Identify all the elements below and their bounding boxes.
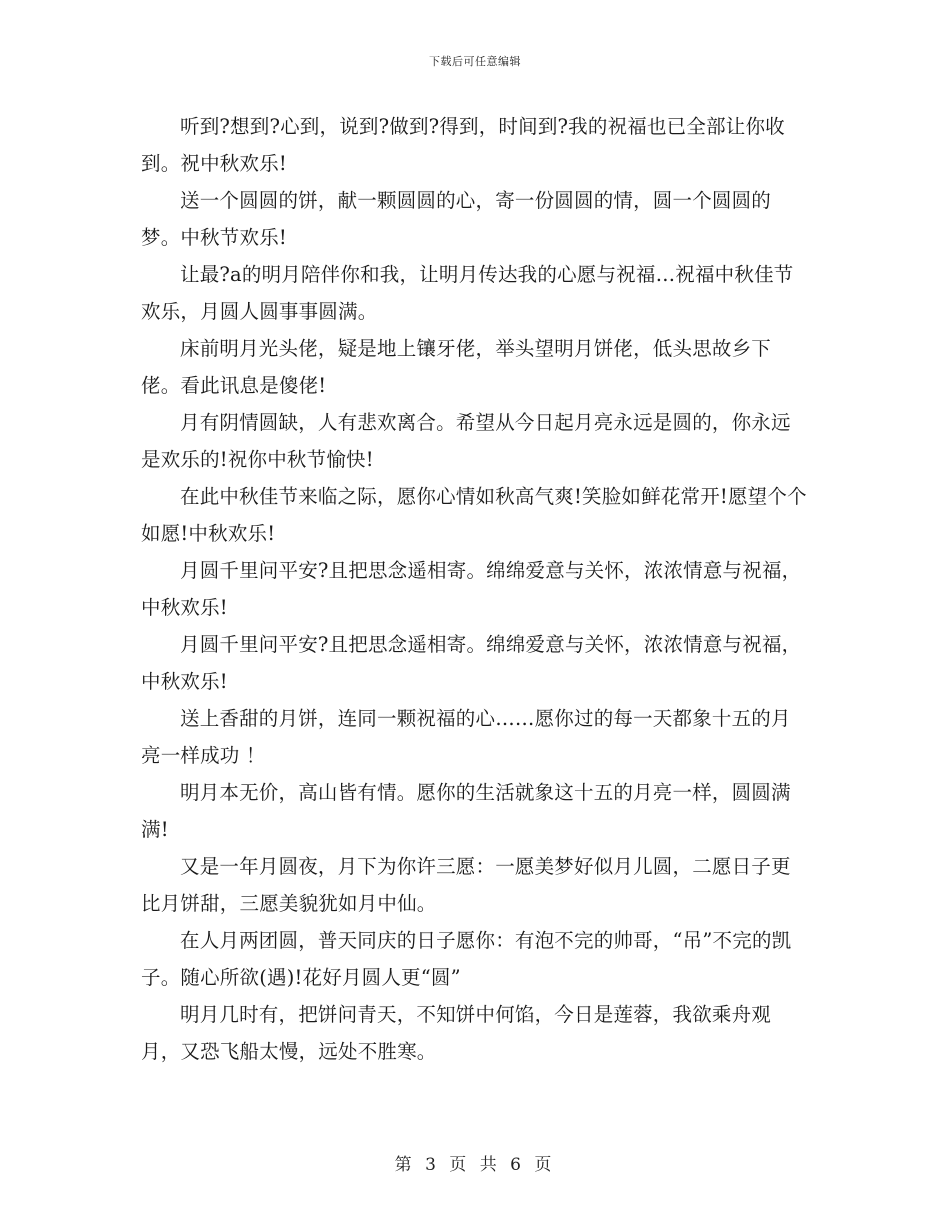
paragraph: 让最?a的明月陪伴你和我，让明月传达我的心愿与祝福…祝福中秋佳节欢乐，月圆人圆事事圆满。 [141, 263, 794, 323]
document-body [141, 108, 809, 1070]
paragraph: 明月本无价，高山皆有情。愿你的生活就象这十五的月亮一样，圆圆满满! [141, 781, 791, 841]
paragraph: 在人月两团圆，普天同庆的日子愿你：有泡不完的帅哥，“吊”不完的凯子。随心所欲(遇)!花好月圆人更“圆” [141, 929, 792, 989]
paragraph: 在此中秋佳节来临之际，愿你心情如秋高气爽!笑脸如鲜花常开!愿望个个如愿!中秋欢乐! [141, 485, 807, 545]
page-header: 下载后可任意编辑 [429, 55, 521, 68]
paragraph: 送上香甜的月饼，连同一颗祝福的心……愿你过的每一天都象十五的月亮一样成功 ！ [141, 707, 791, 767]
paragraph: 月圆千里问平安?且把思念遥相寄。绵绵爱意与关怀，浓浓情意与祝福，中秋欢乐! [141, 559, 802, 619]
paragraph: 明月几时有，把饼问青天，不知饼中何馅，今日是莲蓉，我欲乘舟观月，又恐飞船太慢，远处不胜寒。 [141, 1003, 772, 1063]
paragraph: 月有阴情圆缺，人有悲欢离合。希望从今日起月亮永远是圆的，你永远是欢乐的!祝你中秋节愉快! [141, 411, 791, 471]
page-number: 第 3 页 共 6 页 [394, 1155, 556, 1175]
paragraph: 送一个圆圆的饼，献一颗圆圆的心，寄一份圆圆的情，圆一个圆圆的梦。中秋节欢乐! [141, 189, 772, 249]
paragraph: 月圆千里问平安?且把思念遥相寄。绵绵爱意与关怀，浓浓情意与祝福，中秋欢乐! [141, 633, 802, 693]
paragraph: 听到?想到?心到，说到?做到?得到，时间到?我的祝福也已全部让你收到。祝中秋欢乐! [141, 115, 785, 175]
paragraph: 床前明月光头佬，疑是地上镶牙佬，举头望明月饼佬，低头思故乡下佬。看此讯息是傻佬! [141, 337, 772, 397]
paragraph: 又是一年月圆夜，月下为你许三愿：一愿美梦好似月儿圆，二愿日子更比月饼甜，三愿美貌犹如月中仙。 [141, 855, 791, 915]
